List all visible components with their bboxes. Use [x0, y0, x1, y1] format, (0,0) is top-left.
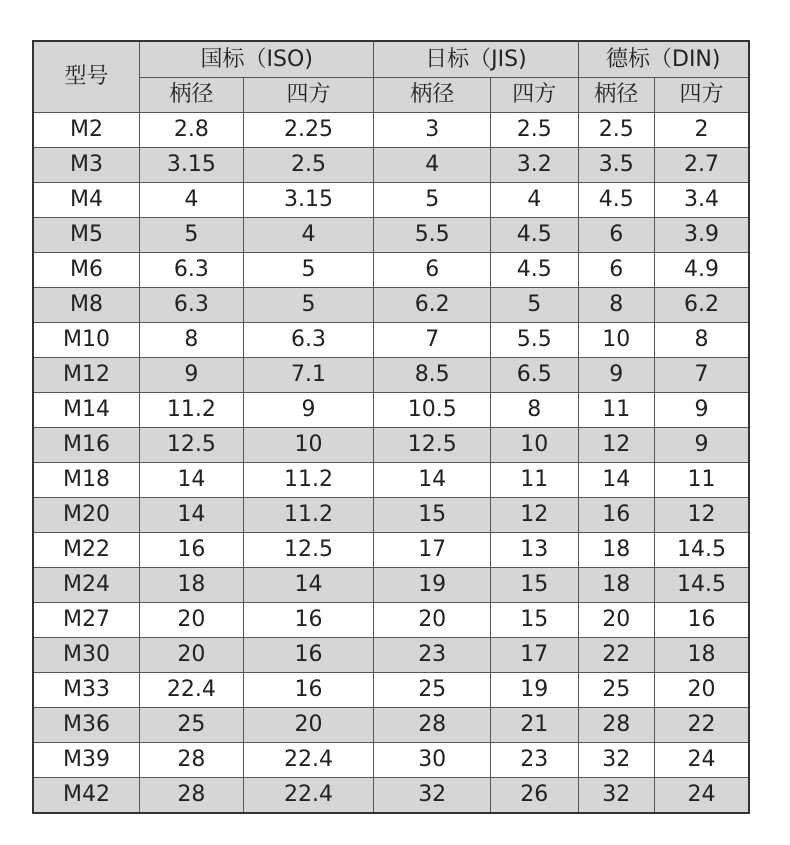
- cell-model: M12: [33, 358, 140, 393]
- cell-iso-shank: 12.5: [140, 428, 244, 463]
- cell-iso-shank: 4: [140, 183, 244, 218]
- cell-jis-square: 5: [491, 288, 578, 323]
- table-row: [33, 428, 749, 463]
- cell-din-square: 16: [654, 603, 749, 638]
- cell-din-square: 2: [654, 113, 749, 148]
- cell-iso-square: 22.4: [243, 743, 374, 778]
- cell-model: M4: [33, 183, 140, 218]
- cell-jis-shank: 6.2: [374, 288, 491, 323]
- cell-din-square: 2.7: [654, 148, 749, 183]
- cell-jis-square: 5.5: [491, 323, 578, 358]
- cell-din-square: 18: [654, 638, 749, 673]
- cell-iso-square: 22.4: [243, 778, 374, 814]
- group-header-jis: 日标（JIS): [374, 41, 578, 78]
- cell-jis-shank: 5.5: [374, 218, 491, 253]
- cell-jis-square: 4: [491, 183, 578, 218]
- cell-jis-square: 10: [491, 428, 578, 463]
- cell-iso-square: 2.25: [243, 113, 374, 148]
- cell-din-square: 3.4: [654, 183, 749, 218]
- subheader-jis-shank: 柄径: [374, 78, 491, 113]
- cell-din-shank: 16: [578, 498, 654, 533]
- table-row: [33, 253, 749, 288]
- cell-jis-shank: 30: [374, 743, 491, 778]
- cell-iso-square: 10: [243, 428, 374, 463]
- group-header-din: 德标（DIN): [578, 41, 749, 78]
- table-row: [33, 533, 749, 568]
- cell-din-square: 11: [654, 463, 749, 498]
- cell-iso-shank: 22.4: [140, 673, 244, 708]
- header-group-row: [33, 41, 749, 78]
- cell-din-shank: 3.5: [578, 148, 654, 183]
- cell-jis-square: 23: [491, 743, 578, 778]
- cell-iso-square: 2.5: [243, 148, 374, 183]
- cell-din-square: 7: [654, 358, 749, 393]
- cell-model: M24: [33, 568, 140, 603]
- cell-jis-square: 11: [491, 463, 578, 498]
- cell-jis-shank: 17: [374, 533, 491, 568]
- cell-jis-square: 12: [491, 498, 578, 533]
- table-row: [33, 778, 749, 814]
- subheader-jis-square: 四方: [491, 78, 578, 113]
- cell-model: M33: [33, 673, 140, 708]
- cell-din-shank: 10: [578, 323, 654, 358]
- table-row: [33, 148, 749, 183]
- subheader-iso-shank: 柄径: [140, 78, 244, 113]
- cell-jis-shank: 20: [374, 603, 491, 638]
- cell-jis-square: 4.5: [491, 218, 578, 253]
- cell-jis-square: 21: [491, 708, 578, 743]
- cell-din-shank: 28: [578, 708, 654, 743]
- cell-din-square: 14.5: [654, 533, 749, 568]
- cell-jis-shank: 28: [374, 708, 491, 743]
- cell-din-square: 3.9: [654, 218, 749, 253]
- cell-iso-shank: 2.8: [140, 113, 244, 148]
- table-row: [33, 743, 749, 778]
- cell-jis-shank: 14: [374, 463, 491, 498]
- cell-din-square: 4.9: [654, 253, 749, 288]
- table-row: [33, 673, 749, 708]
- cell-iso-shank: 28: [140, 778, 244, 814]
- cell-iso-shank: 28: [140, 743, 244, 778]
- cell-iso-shank: 20: [140, 603, 244, 638]
- table-row: [33, 708, 749, 743]
- cell-jis-shank: 6: [374, 253, 491, 288]
- table-row: [33, 218, 749, 253]
- cell-iso-square: 11.2: [243, 463, 374, 498]
- cell-jis-shank: 12.5: [374, 428, 491, 463]
- cell-din-shank: 2.5: [578, 113, 654, 148]
- cell-jis-square: 15: [491, 603, 578, 638]
- cell-jis-square: 17: [491, 638, 578, 673]
- cell-model: M27: [33, 603, 140, 638]
- cell-model: M42: [33, 778, 140, 814]
- cell-model: M5: [33, 218, 140, 253]
- table-row: [33, 323, 749, 358]
- subheader-din-square: 四方: [654, 78, 749, 113]
- cell-model: M3: [33, 148, 140, 183]
- cell-iso-square: 4: [243, 218, 374, 253]
- cell-jis-square: 13: [491, 533, 578, 568]
- table-row: [33, 113, 749, 148]
- cell-jis-square: 26: [491, 778, 578, 814]
- cell-jis-square: 4.5: [491, 253, 578, 288]
- cell-jis-shank: 3: [374, 113, 491, 148]
- group-header-iso: 国标（ISO): [140, 41, 374, 78]
- table-row: [33, 183, 749, 218]
- cell-model: M2: [33, 113, 140, 148]
- cell-iso-square: 11.2: [243, 498, 374, 533]
- table-row: [33, 498, 749, 533]
- cell-din-shank: 6: [578, 218, 654, 253]
- thread-spec-table: [32, 40, 750, 814]
- cell-din-square: 14.5: [654, 568, 749, 603]
- cell-din-shank: 8: [578, 288, 654, 323]
- cell-jis-square: 3.2: [491, 148, 578, 183]
- cell-jis-shank: 10.5: [374, 393, 491, 428]
- cell-jis-shank: 5: [374, 183, 491, 218]
- cell-iso-square: 7.1: [243, 358, 374, 393]
- cell-din-shank: 18: [578, 568, 654, 603]
- cell-din-square: 22: [654, 708, 749, 743]
- header-sub-row: [33, 78, 749, 113]
- cell-model: M18: [33, 463, 140, 498]
- cell-din-shank: 12: [578, 428, 654, 463]
- cell-iso-shank: 20: [140, 638, 244, 673]
- table-row: [33, 358, 749, 393]
- cell-iso-square: 5: [243, 288, 374, 323]
- cell-din-shank: 6: [578, 253, 654, 288]
- cell-model: M16: [33, 428, 140, 463]
- model-header: 型号: [33, 41, 140, 113]
- cell-din-shank: 32: [578, 778, 654, 814]
- cell-jis-square: 8: [491, 393, 578, 428]
- cell-iso-shank: 18: [140, 568, 244, 603]
- cell-din-shank: 22: [578, 638, 654, 673]
- cell-din-square: 9: [654, 393, 749, 428]
- cell-jis-shank: 8.5: [374, 358, 491, 393]
- cell-iso-square: 12.5: [243, 533, 374, 568]
- table-row: [33, 603, 749, 638]
- cell-jis-shank: 23: [374, 638, 491, 673]
- cell-iso-shank: 6.3: [140, 253, 244, 288]
- cell-din-shank: 25: [578, 673, 654, 708]
- cell-iso-shank: 14: [140, 463, 244, 498]
- cell-jis-square: 15: [491, 568, 578, 603]
- table-row: [33, 638, 749, 673]
- cell-model: M36: [33, 708, 140, 743]
- cell-iso-shank: 5: [140, 218, 244, 253]
- cell-model: M10: [33, 323, 140, 358]
- table-row: [33, 393, 749, 428]
- cell-jis-shank: 7: [374, 323, 491, 358]
- cell-model: M6: [33, 253, 140, 288]
- cell-iso-shank: 6.3: [140, 288, 244, 323]
- cell-din-shank: 9: [578, 358, 654, 393]
- cell-din-square: 24: [654, 743, 749, 778]
- cell-iso-square: 14: [243, 568, 374, 603]
- cell-din-shank: 18: [578, 533, 654, 568]
- cell-iso-shank: 9: [140, 358, 244, 393]
- cell-din-square: 24: [654, 778, 749, 814]
- table-row: [33, 568, 749, 603]
- cell-din-shank: 20: [578, 603, 654, 638]
- cell-iso-square: 5: [243, 253, 374, 288]
- cell-din-square: 12: [654, 498, 749, 533]
- table-body: [33, 113, 749, 814]
- cell-model: M8: [33, 288, 140, 323]
- cell-din-shank: 4.5: [578, 183, 654, 218]
- cell-model: M30: [33, 638, 140, 673]
- table-row: [33, 463, 749, 498]
- cell-iso-shank: 11.2: [140, 393, 244, 428]
- cell-din-square: 20: [654, 673, 749, 708]
- cell-model: M22: [33, 533, 140, 568]
- cell-din-shank: 14: [578, 463, 654, 498]
- cell-iso-shank: 8: [140, 323, 244, 358]
- cell-jis-square: 6.5: [491, 358, 578, 393]
- cell-jis-square: 19: [491, 673, 578, 708]
- cell-iso-square: 20: [243, 708, 374, 743]
- table-row: [33, 288, 749, 323]
- cell-jis-shank: 19: [374, 568, 491, 603]
- cell-din-square: 8: [654, 323, 749, 358]
- cell-iso-square: 9: [243, 393, 374, 428]
- cell-jis-shank: 4: [374, 148, 491, 183]
- cell-model: M20: [33, 498, 140, 533]
- table-header: [33, 41, 749, 113]
- cell-din-shank: 32: [578, 743, 654, 778]
- cell-iso-shank: 14: [140, 498, 244, 533]
- cell-model: M14: [33, 393, 140, 428]
- cell-iso-square: 3.15: [243, 183, 374, 218]
- cell-iso-square: 16: [243, 603, 374, 638]
- cell-din-shank: 11: [578, 393, 654, 428]
- subheader-iso-square: 四方: [243, 78, 374, 113]
- cell-model: M39: [33, 743, 140, 778]
- cell-din-square: 9: [654, 428, 749, 463]
- cell-jis-shank: 15: [374, 498, 491, 533]
- cell-iso-square: 16: [243, 673, 374, 708]
- cell-din-square: 6.2: [654, 288, 749, 323]
- cell-iso-square: 6.3: [243, 323, 374, 358]
- cell-jis-square: 2.5: [491, 113, 578, 148]
- cell-iso-shank: 3.15: [140, 148, 244, 183]
- cell-iso-shank: 25: [140, 708, 244, 743]
- cell-iso-square: 16: [243, 638, 374, 673]
- cell-iso-shank: 16: [140, 533, 244, 568]
- cell-jis-shank: 25: [374, 673, 491, 708]
- subheader-din-shank: 柄径: [578, 78, 654, 113]
- cell-jis-shank: 32: [374, 778, 491, 814]
